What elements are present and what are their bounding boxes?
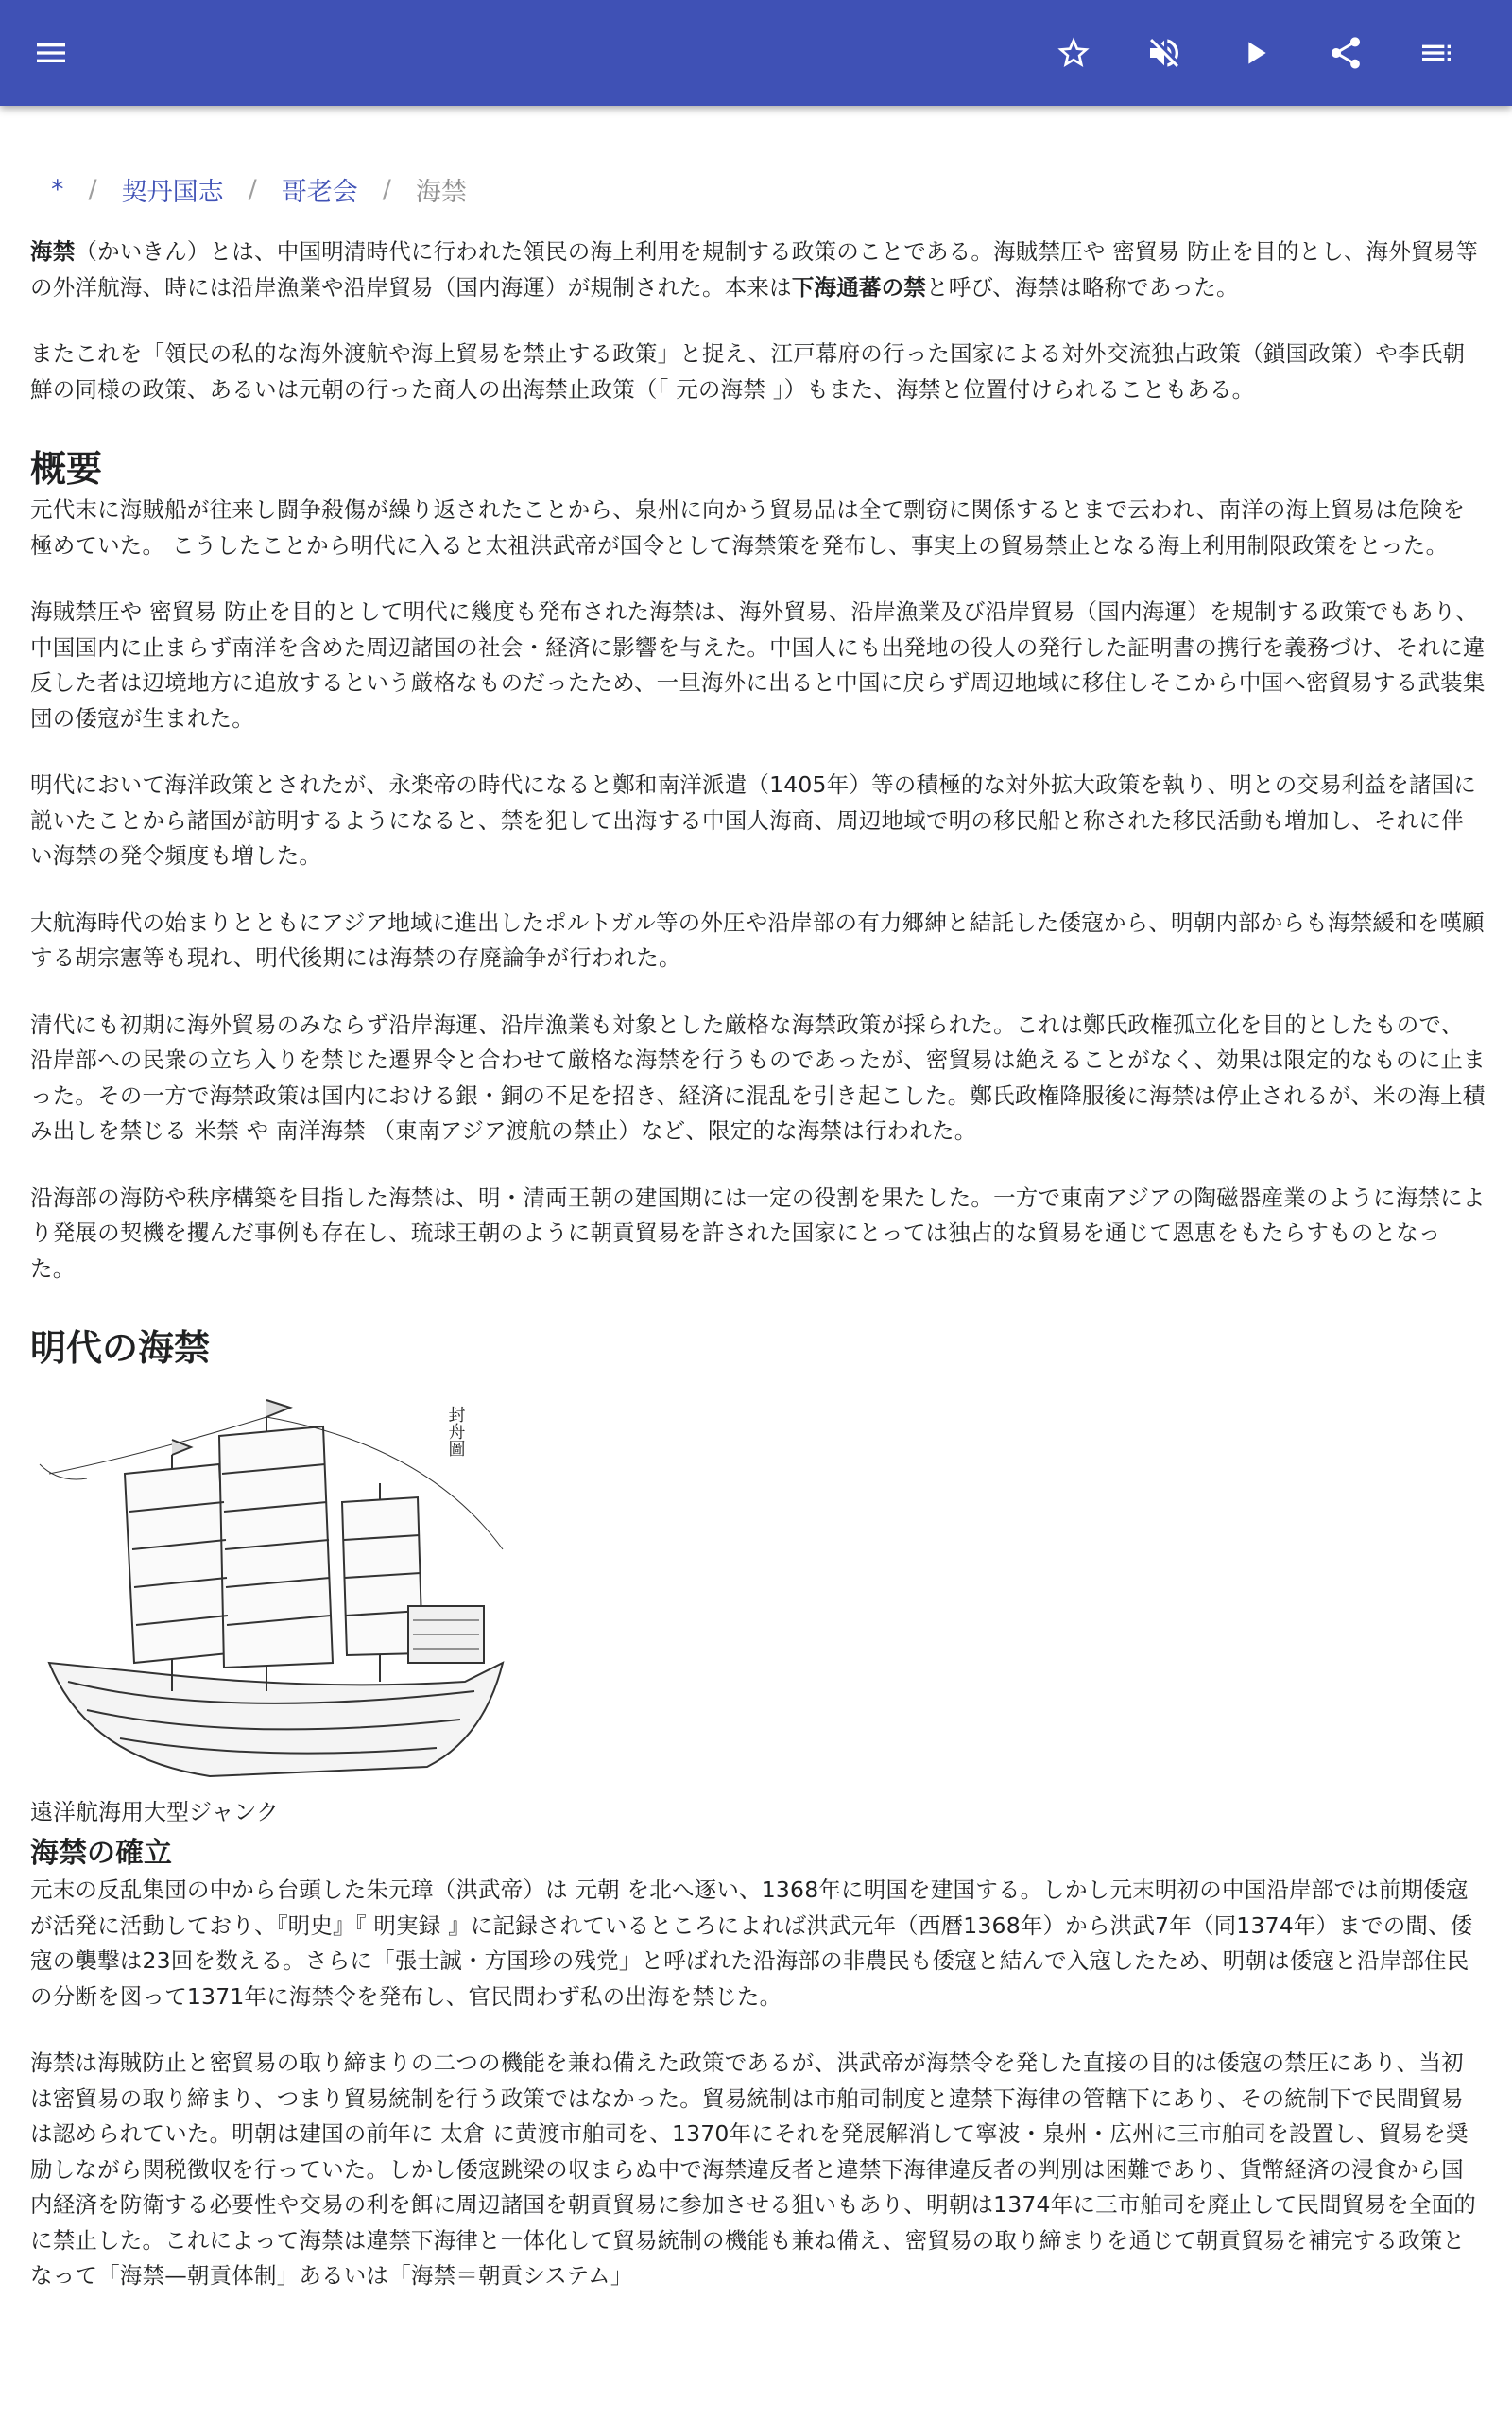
- star-outline-icon[interactable]: [1047, 26, 1100, 79]
- overview-paragraph: 海賊禁圧や 密貿易 防止を目的として明代に幾度も発布された海禁は、海外貿易、沿岸漁業及び沿岸貿易（国内海運）を規制する政策でもあり、中国国内に止まらず南洋を含めた周辺諸国の社会・経済に影響を与えた。中国人にも出発地の役人の発行した証明書の携行を義務づけ、それに違反した者は辺境地方に追放するという厳格なものだったため、一旦海外に出ると中国に戻らず周辺地域に移住しそこから中国へ密貿易する武装集団の倭寇が生まれた。: [30, 598, 1486, 732]
- breadcrumb-current: 海禁: [415, 177, 467, 207]
- breadcrumb-separator: /: [88, 174, 97, 204]
- article-content: [30, 106, 1486, 2294]
- share-icon[interactable]: [1319, 26, 1372, 79]
- overview-paragraph: 大航海時代の始まりとともにアジア地域に進出したポルトガル等の外圧や沿岸部の有力郷紳と結託した倭寇から、明朝内部からも海禁緩和を嘆願する胡宗憲等も現れ、明代後期には海禁の存廃論争が行われた。: [30, 908, 1485, 971]
- formal-name: 下海通蕃の禁: [791, 273, 927, 301]
- play-icon[interactable]: [1228, 26, 1281, 79]
- intro-paragraph-2: またこれを「領民の私的な海外渡航や海上貿易を禁止する政策」と捉え、江戸幕府の行った国家による対外交流独占政策（鎖国政策）や李氏朝鮮の同様の政策、あるいは元朝の行った商人の出海禁止政策（「 元の海禁 」）もまた、海禁と位置付けられることもある。: [30, 340, 1466, 403]
- app-bar: [0, 0, 1512, 106]
- breadcrumb-separator: /: [248, 174, 257, 204]
- intro-paragraph: 海禁（かいきん）とは、中国明清時代に行われた領民の海上利用を規制する政策のことである。海賊禁圧や 密貿易 防止を目的とし、海外貿易等の外洋航海、時には沿岸漁業や沿岸貿易（国内海運）が規制された。本来は下海通蕃の禁と呼び、海禁は略称であった。: [30, 238, 1479, 301]
- subsection-heading: 海禁の確立: [30, 1837, 172, 1870]
- volume-off-icon[interactable]: [1138, 26, 1191, 79]
- breadcrumb-item-qidan-guozhi[interactable]: 契丹国志: [121, 177, 224, 207]
- ming-paragraph: 元末の反乱集団の中から台頭した朱元璋（洪武帝）は 元朝 を北へ逐い、1368年に明国を建国する。しかし元末明初の中国沿岸部では前期倭寇が活発に活動しており、『明史』『 明実録 』に記録されているところによれば洪武元年（西暦1368年）から洪武7年（同1374年）までの間、倭寇の襲撃は23回を数える。さらに「張士誠・方国珍の残党」と呼ばれた沿海部の非農民も倭寇と結んで入寇したため、明朝は倭寇と沿岸部住民の分断を図って1371年に海禁令を発布し、官民問わず私の出海を禁じた。: [30, 1876, 1473, 2010]
- overview-paragraph: 清代にも初期に海外貿易のみならず沿岸海運、沿岸漁業も対象とした厳格な海禁政策が採られた。これは鄭氏政権孤立化を目的としたもので、沿岸部への民衆の立ち入りを禁じた遷界令と合わせて厳格な海禁を行うものであったが、密貿易は絶えることがなく、効果は限定的なものに止まった。その一方で海禁政策は国内における銀・銅の不足を招き、経済に混乱を引き起こした。鄭氏政権降服後に海禁は停止されるが、米の海上積み出しを禁じる 米禁 や 南洋海禁 （東南アジア渡航の禁止）など、限定的な海禁は行われた。: [30, 1011, 1486, 1144]
- breadcrumb: [30, 166, 1486, 212]
- overview-paragraph: 元代末に海賊船が往来し闘争殺傷が繰り返されたことから、泉州に向かう貿易品は全て剽窃に関係するとまで云われ、南洋の海上貿易は危険を極めていた。 こうしたことから明代に入ると太祖洪武帝が国令として海禁策を発布し、事実上の貿易禁止となる海上利用制限政策をとった。: [30, 496, 1466, 559]
- breadcrumb-home[interactable]: *: [51, 174, 64, 204]
- image-caption: 遠洋航海用大型ジャンク: [30, 1799, 280, 1825]
- article-term: 海禁: [30, 238, 76, 265]
- ming-paragraph: 海禁は海賊防止と密貿易の取り締まりの二つの機能を兼ね備えた政策であるが、洪武帝が海禁令を発した直接の目的は倭寇の禁圧にあり、当初は密貿易の取り締まり、つまり貿易統制を行う政策ではなかった。貿易統制は市舶司制度と違禁下海律の管轄下にあり、その統制下で民間貿易は認められていた。明朝は建国の前年に 太倉 に黄渡市舶司を、1370年にそれを発展解消して寧波・泉州・広州に三市舶司を設置し、貿易を奨励しながら関税徴収を行っていた。しかし倭寇跳梁の収まらぬ中で海禁違反者と違禁下海律違反者の判別は困難であり、貨幣経済の浸食から国内経済を防衛する必要性や交易の利を餌に周辺諸国を朝貢貿易に参加させる狙いもあり、明朝は1374年に三市舶司を廃止して民間貿易を全面的に禁止した。これによって海禁は違禁下海律と一体化して貿易統制の機能も兼ね備え、密貿易の取り締まりを通じて朝貢貿易を補完する政策となって「海禁—朝貢体制」あるいは「海禁＝朝貢システム」: [30, 2049, 1477, 2289]
- junk-ship-image[interactable]: [30, 1379, 522, 1786]
- figure-label: 封舟圖: [445, 1406, 466, 1457]
- overview-paragraph: 沿海部の海防や秩序構築を目指した海禁は、明・清両王朝の建国期には一定の役割を果たした。一方で東南アジアの陶磁器産業のように海禁により発展の契機を攫んだ事例も存在し、琉球王朝のように朝貢貿易を許された国家にとっては独占的な貿易を通じて恩恵をもたらすものとなった。: [30, 1184, 1486, 1282]
- section-heading-overview: 概要: [30, 448, 103, 490]
- breadcrumb-item-gelaohui[interactable]: 哥老会: [281, 177, 358, 207]
- overview-paragraph: 明代において海洋政策とされたが、永楽帝の時代になると鄭和南洋派遣（1405年）等の積極的な対外拡大政策を執り、明との交易利益を諸国に説いたことから諸国が訪明するようになると、禁を犯して出海する中国人海商、周辺地域で明の移民船と称された移民活動も増加し、それに伴い海禁の発令頻度も増した。: [30, 771, 1477, 869]
- breadcrumb-separator: /: [382, 174, 391, 204]
- table-of-contents-icon[interactable]: [1410, 26, 1463, 79]
- menu-icon[interactable]: [25, 26, 77, 79]
- section-heading-ming: 明代の海禁: [30, 1327, 211, 1369]
